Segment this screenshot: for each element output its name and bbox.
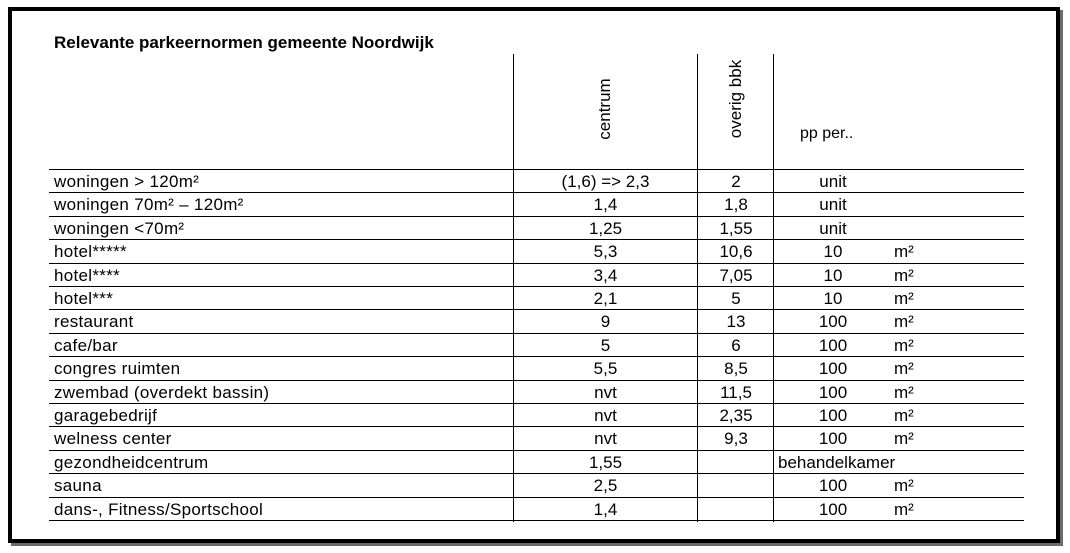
row-pp-value: behandelkamer (778, 453, 896, 472)
row-name: hotel**** (54, 266, 121, 285)
table-row (0, 240, 1070, 263)
row-name: woningen <70m² (54, 219, 185, 238)
row-overig-value: 2,35 (719, 406, 753, 425)
row-name: congres ruimten (54, 359, 181, 378)
row-pp-value: 10 (823, 242, 843, 261)
row-pp-value: 100 (818, 476, 848, 495)
row-unit: m² (894, 476, 914, 495)
row-centrum-value: 5,3 (593, 242, 618, 261)
table-row (0, 217, 1070, 240)
row-centrum-value: nvt (594, 383, 617, 402)
row-unit: m² (894, 359, 914, 378)
row-pp-value: 100 (818, 429, 848, 448)
row-overig-value: 11,5 (720, 383, 752, 402)
row-pp-value: 100 (818, 336, 848, 355)
row-pp-value: unit (819, 195, 847, 214)
row-unit: m² (894, 500, 914, 519)
row-centrum-value: 5,5 (593, 359, 618, 378)
row-name: cafe/bar (54, 336, 118, 355)
row-centrum-value: 1,4 (593, 195, 618, 214)
row-centrum-value: nvt (594, 406, 617, 425)
row-overig-value: 6 (731, 336, 741, 355)
row-centrum-value: nvt (594, 429, 617, 448)
table-row (0, 381, 1070, 404)
table-row (0, 287, 1070, 310)
row-centrum-value: 9 (600, 312, 611, 331)
row-pp-value: unit (819, 172, 847, 191)
row-overig-value: 13 (726, 312, 746, 331)
row-name: hotel***** (54, 242, 127, 261)
page-title: Relevante parkeernormen gemeente Noordwijk (54, 33, 434, 52)
row-centrum-value: 1,55 (588, 453, 623, 472)
row-centrum-value: (1,6) => 2,3 (561, 172, 650, 191)
table-row (0, 474, 1070, 497)
row-name: welness center (54, 429, 172, 448)
row-name: woningen > 120m² (54, 172, 200, 191)
table-row (0, 334, 1070, 357)
header-overig-bbk: overig bbk (726, 59, 745, 139)
table-row (0, 427, 1070, 450)
table-row (0, 451, 1070, 474)
row-name: dans-, Fitness/Sportschool (54, 500, 264, 519)
row-overig-value: 7,05 (719, 266, 753, 285)
row-unit: m² (894, 336, 914, 355)
row-overig-value: 9,3 (724, 429, 748, 448)
row-pp-value: 100 (818, 406, 848, 425)
row-unit: m² (894, 383, 914, 402)
table-row (0, 310, 1070, 333)
row-separator (49, 520, 1024, 521)
table-row (0, 498, 1070, 521)
row-centrum-value: 2,1 (593, 289, 618, 308)
row-centrum-value: 2,5 (593, 476, 618, 495)
row-overig-value: 8,5 (724, 359, 748, 378)
header-pp-per: pp per.. (800, 125, 854, 142)
row-overig-value: 2 (731, 172, 741, 191)
row-pp-value: 100 (818, 359, 848, 378)
row-name: hotel*** (54, 289, 114, 308)
row-overig-value: 5 (731, 289, 741, 308)
row-centrum-value: 1,4 (593, 500, 618, 519)
row-name: garagebedrijf (54, 406, 158, 425)
row-unit: m² (894, 289, 914, 308)
row-unit: m² (894, 266, 914, 285)
row-unit: m² (894, 312, 914, 331)
row-unit: m² (894, 242, 914, 261)
table-row (0, 264, 1070, 287)
row-centrum-value: 5 (600, 336, 611, 355)
table-row (0, 404, 1070, 427)
row-centrum-value: 1,25 (588, 219, 623, 238)
row-overig-value: 10,6 (719, 242, 753, 261)
row-name: woningen 70m² – 120m² (54, 195, 244, 214)
row-unit: m² (894, 429, 914, 448)
row-pp-value: 10 (823, 289, 843, 308)
row-name: restaurant (54, 312, 134, 331)
row-name: sauna (54, 476, 102, 495)
row-pp-value: 100 (818, 312, 848, 331)
row-overig-value: 1,8 (724, 195, 748, 214)
table-row (0, 357, 1070, 380)
row-pp-value: 100 (818, 500, 848, 519)
row-name: gezondheidcentrum (54, 453, 209, 472)
table-row (0, 170, 1070, 193)
row-name: zwembad (overdekt bassin) (54, 383, 270, 402)
row-pp-value: 10 (823, 266, 843, 285)
table-row (0, 193, 1070, 216)
row-pp-value: unit (819, 219, 847, 238)
row-unit: m² (894, 406, 914, 425)
row-overig-value: 1,55 (719, 219, 753, 238)
row-centrum-value: 3,4 (593, 266, 618, 285)
header-centrum: centrum (595, 78, 614, 140)
row-pp-value: 100 (818, 383, 848, 402)
